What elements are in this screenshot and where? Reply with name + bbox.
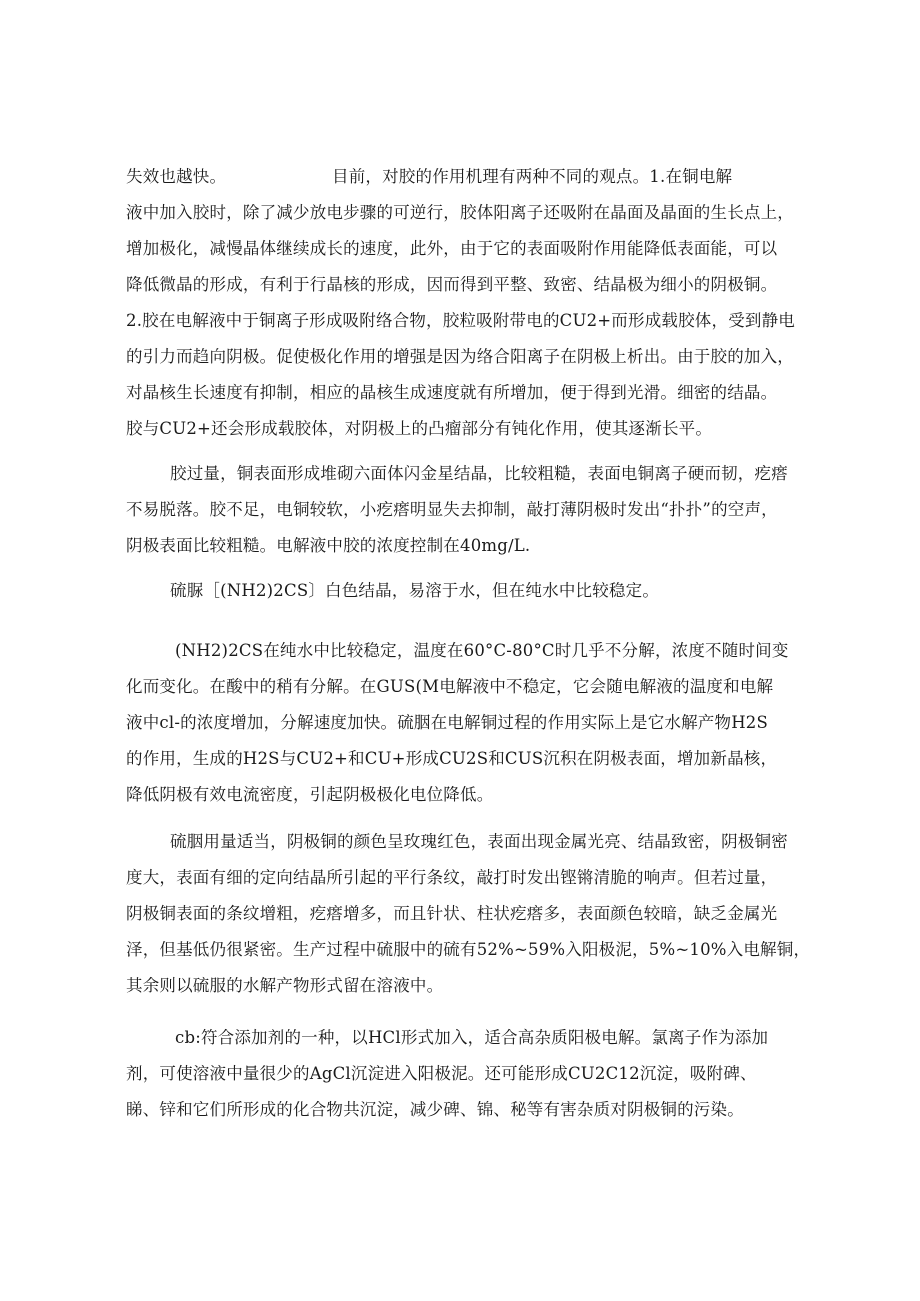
text-line: 泽，但基低仍很紧密。生产过程中硫服中的硫有52%~59%入阳极泥，5%~10%入电解铜， bbox=[126, 940, 811, 959]
text-line: 的引力而趋向阴极。促使极化作用的增强是因为络合阳离子在阴极上析出。由于胶的加入， bbox=[126, 347, 794, 366]
text-line: 对晶核生长速度有抑制，相应的晶核生成速度就有所增加，便于得到光滑。细密的结晶。 bbox=[126, 383, 778, 402]
text-line: 阴极铜表面的条纹增粗，疙瘩增多，而且针状、柱状疙瘩多，表面颜色较暗，缺乏金属光 bbox=[126, 904, 778, 923]
text-line: 2.胶在电解液中于铜离子形成吸附络合物，胶粒吸附带电的CU2+而形成载胶体，受到静电 bbox=[126, 311, 795, 330]
text-line: 液中cl-的浓度增加，分解速度加快。硫胭在电解铜过程的作用实际上是它水解产物H2S bbox=[126, 713, 768, 732]
text-line: 胶过量，铜表面形成堆砌六面体闪金星结晶，比较粗糙，表面电铜离子硬而韧，疙瘩 bbox=[170, 464, 788, 483]
text-line: 度大，表面有细的定向结晶所引起的平行条纹，敲打时发出铿锵清脆的响声。但若过量， bbox=[126, 868, 778, 887]
text-line: 增加极化，减慢晶体继续成长的速度，此外，由于它的表面吸附作用能降低表面能，可以 bbox=[126, 239, 778, 258]
text-line: 剂，可使溶液中量很少的AgCl沉淀进入阳极泥。还可能形成CU2C12沉淀，吸附碑、 bbox=[126, 1064, 757, 1083]
text-line: 目前，对胶的作用机理有两种不同的观点。1.在铜电解 bbox=[332, 167, 733, 186]
text-line: 硫胭用量适当，阴极铜的颜色呈玫瑰红色，表面出现金属光亮、结晶致密，阴极铜密 bbox=[170, 832, 788, 851]
text-line: 降低阴极有效电流密度，引起阴极极化电位降低。 bbox=[126, 785, 494, 804]
text-line: 阴极表面比较粗糙。电解液中胶的浓度控制在40mg∕L. bbox=[126, 536, 531, 555]
text-line: 液中加入胶时，除了减少放电步骤的可逆行，胶体阳离子还吸附在晶面及晶面的生长点上， bbox=[126, 203, 794, 222]
text-line: 其余则以硫服的水解产物形式留在溶液中。 bbox=[126, 976, 444, 995]
text-line: 睇、锌和它们所形成的化合物共沉淀，减少碑、锦、秘等有害杂质对阴极铜的污染。 bbox=[126, 1100, 744, 1119]
text-line: cb:符合添加剂的一种，以HCl形式加入，适合高杂质阳极电解。氯离子作为添加 bbox=[175, 1028, 769, 1047]
text-line: 的作用，生成的H2S与CU2+和CU+形成CU2S和CUS沉积在阴极表面，增加新晶核， bbox=[126, 749, 778, 768]
text-line: 化而变化。在酸中的稍有分解。在GUS(M电解液中不稳定，它会随电解液的温度和电解 bbox=[126, 677, 774, 696]
text-line: 硫脲［(NH2)2CS〕白色结晶，易溶于水，但在纯水中比较稳定。 bbox=[170, 581, 660, 600]
text-line: (NH2)2CS在纯水中比较稳定，温度在60°C-80°C时几乎不分解，浓度不随时间变 bbox=[175, 641, 789, 660]
text-line: 不易脱落。胶不足，电铜较软，小疙瘩明显失去抑制，敲打薄阴极时发出“扑扑”的空声， bbox=[126, 500, 778, 519]
text-line: 胶与CU2+还会形成载胶体，对阴极上的凸瘤部分有钝化作用，使其逐渐长平。 bbox=[126, 419, 713, 438]
text-line: 降低微晶的形成，有利于行晶核的形成，因而得到平整、致密、结晶极为细小的阴极铜。 bbox=[126, 275, 778, 294]
text-line: 失效也越快。 bbox=[126, 167, 227, 186]
